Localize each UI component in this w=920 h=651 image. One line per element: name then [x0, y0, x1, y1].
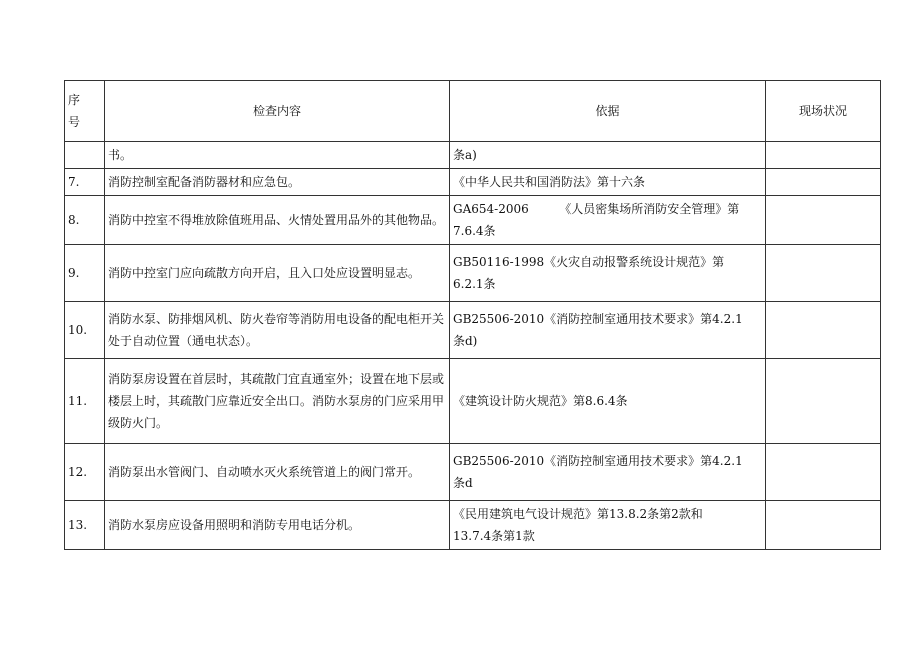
row-seq: 11.: [65, 359, 105, 444]
table-row: [65, 142, 881, 169]
header-status: 现场状况: [766, 81, 881, 142]
header-basis: 依据: [450, 81, 766, 142]
row-basis: 《中华人民共和国消防法》第十六条: [450, 169, 766, 196]
row-basis: GA654-2006 《人员密集场所消防安全管理》第 7.6.4条: [450, 196, 766, 245]
row-content: 消防中控室门应向疏散方向开启，且入口处应设置明显志。: [105, 245, 450, 302]
row-basis: GB25506-2010《消防控制室通用技术要求》第4.2.1 条d): [450, 302, 766, 359]
inspection-table: [64, 80, 881, 550]
table-row: [65, 444, 881, 501]
table-row: [65, 196, 881, 245]
table-row: [65, 169, 881, 196]
row-seq: [65, 142, 105, 169]
row-seq: 8.: [65, 196, 105, 245]
row-content: 消防泵房设置在首层时，其疏散门宜直通室外；设置在地下层或楼层上时，其疏散门应靠近安全出口。消防水泵房的门应采用甲级防火门。: [105, 359, 450, 444]
row-status: [766, 196, 881, 245]
header-seq-char2: 号: [68, 115, 81, 129]
row-content: 消防水泵、防排烟风机、防火卷帘等消防用电设备的配电柜开关处于自动位置（通电状态）。: [105, 302, 450, 359]
header-seq-char1: 序: [68, 93, 81, 107]
row-content: 消防控制室配备消防器材和应急包。: [105, 169, 450, 196]
table-row: [65, 302, 881, 359]
row-seq: 7.: [65, 169, 105, 196]
row-content: 书。: [105, 142, 450, 169]
table-row: [65, 501, 881, 550]
row-basis: 条a): [450, 142, 766, 169]
row-content: 消防泵出水管阀门、自动喷水灭火系统管道上的阀门常开。: [105, 444, 450, 501]
row-basis: 《建筑设计防火规范》第8.6.4条: [450, 359, 766, 444]
header-content: 检查内容: [105, 81, 450, 142]
row-status: [766, 501, 881, 550]
row-status: [766, 359, 881, 444]
row-status: [766, 302, 881, 359]
table-row: [65, 359, 881, 444]
row-seq: 12.: [65, 444, 105, 501]
row-status: [766, 142, 881, 169]
table-row: [65, 245, 881, 302]
row-status: [766, 169, 881, 196]
row-seq: 9.: [65, 245, 105, 302]
row-seq: 13.: [65, 501, 105, 550]
table-header-row: [65, 81, 881, 142]
header-seq: [65, 81, 105, 142]
row-content: 消防水泵房应设备用照明和消防专用电话分机。: [105, 501, 450, 550]
row-basis: GB50116-1998《火灾自动报警系统设计规范》第 6.2.1条: [450, 245, 766, 302]
row-seq: 10.: [65, 302, 105, 359]
row-status: [766, 245, 881, 302]
row-status: [766, 444, 881, 501]
row-basis: 《民用建筑电气设计规范》第13.8.2条第2款和 13.7.4条第1款: [450, 501, 766, 550]
row-content: 消防中控室不得堆放除值班用品、火情处置用品外的其他物品。: [105, 196, 450, 245]
row-basis: GB25506-2010《消防控制室通用技术要求》第4.2.1 条d: [450, 444, 766, 501]
